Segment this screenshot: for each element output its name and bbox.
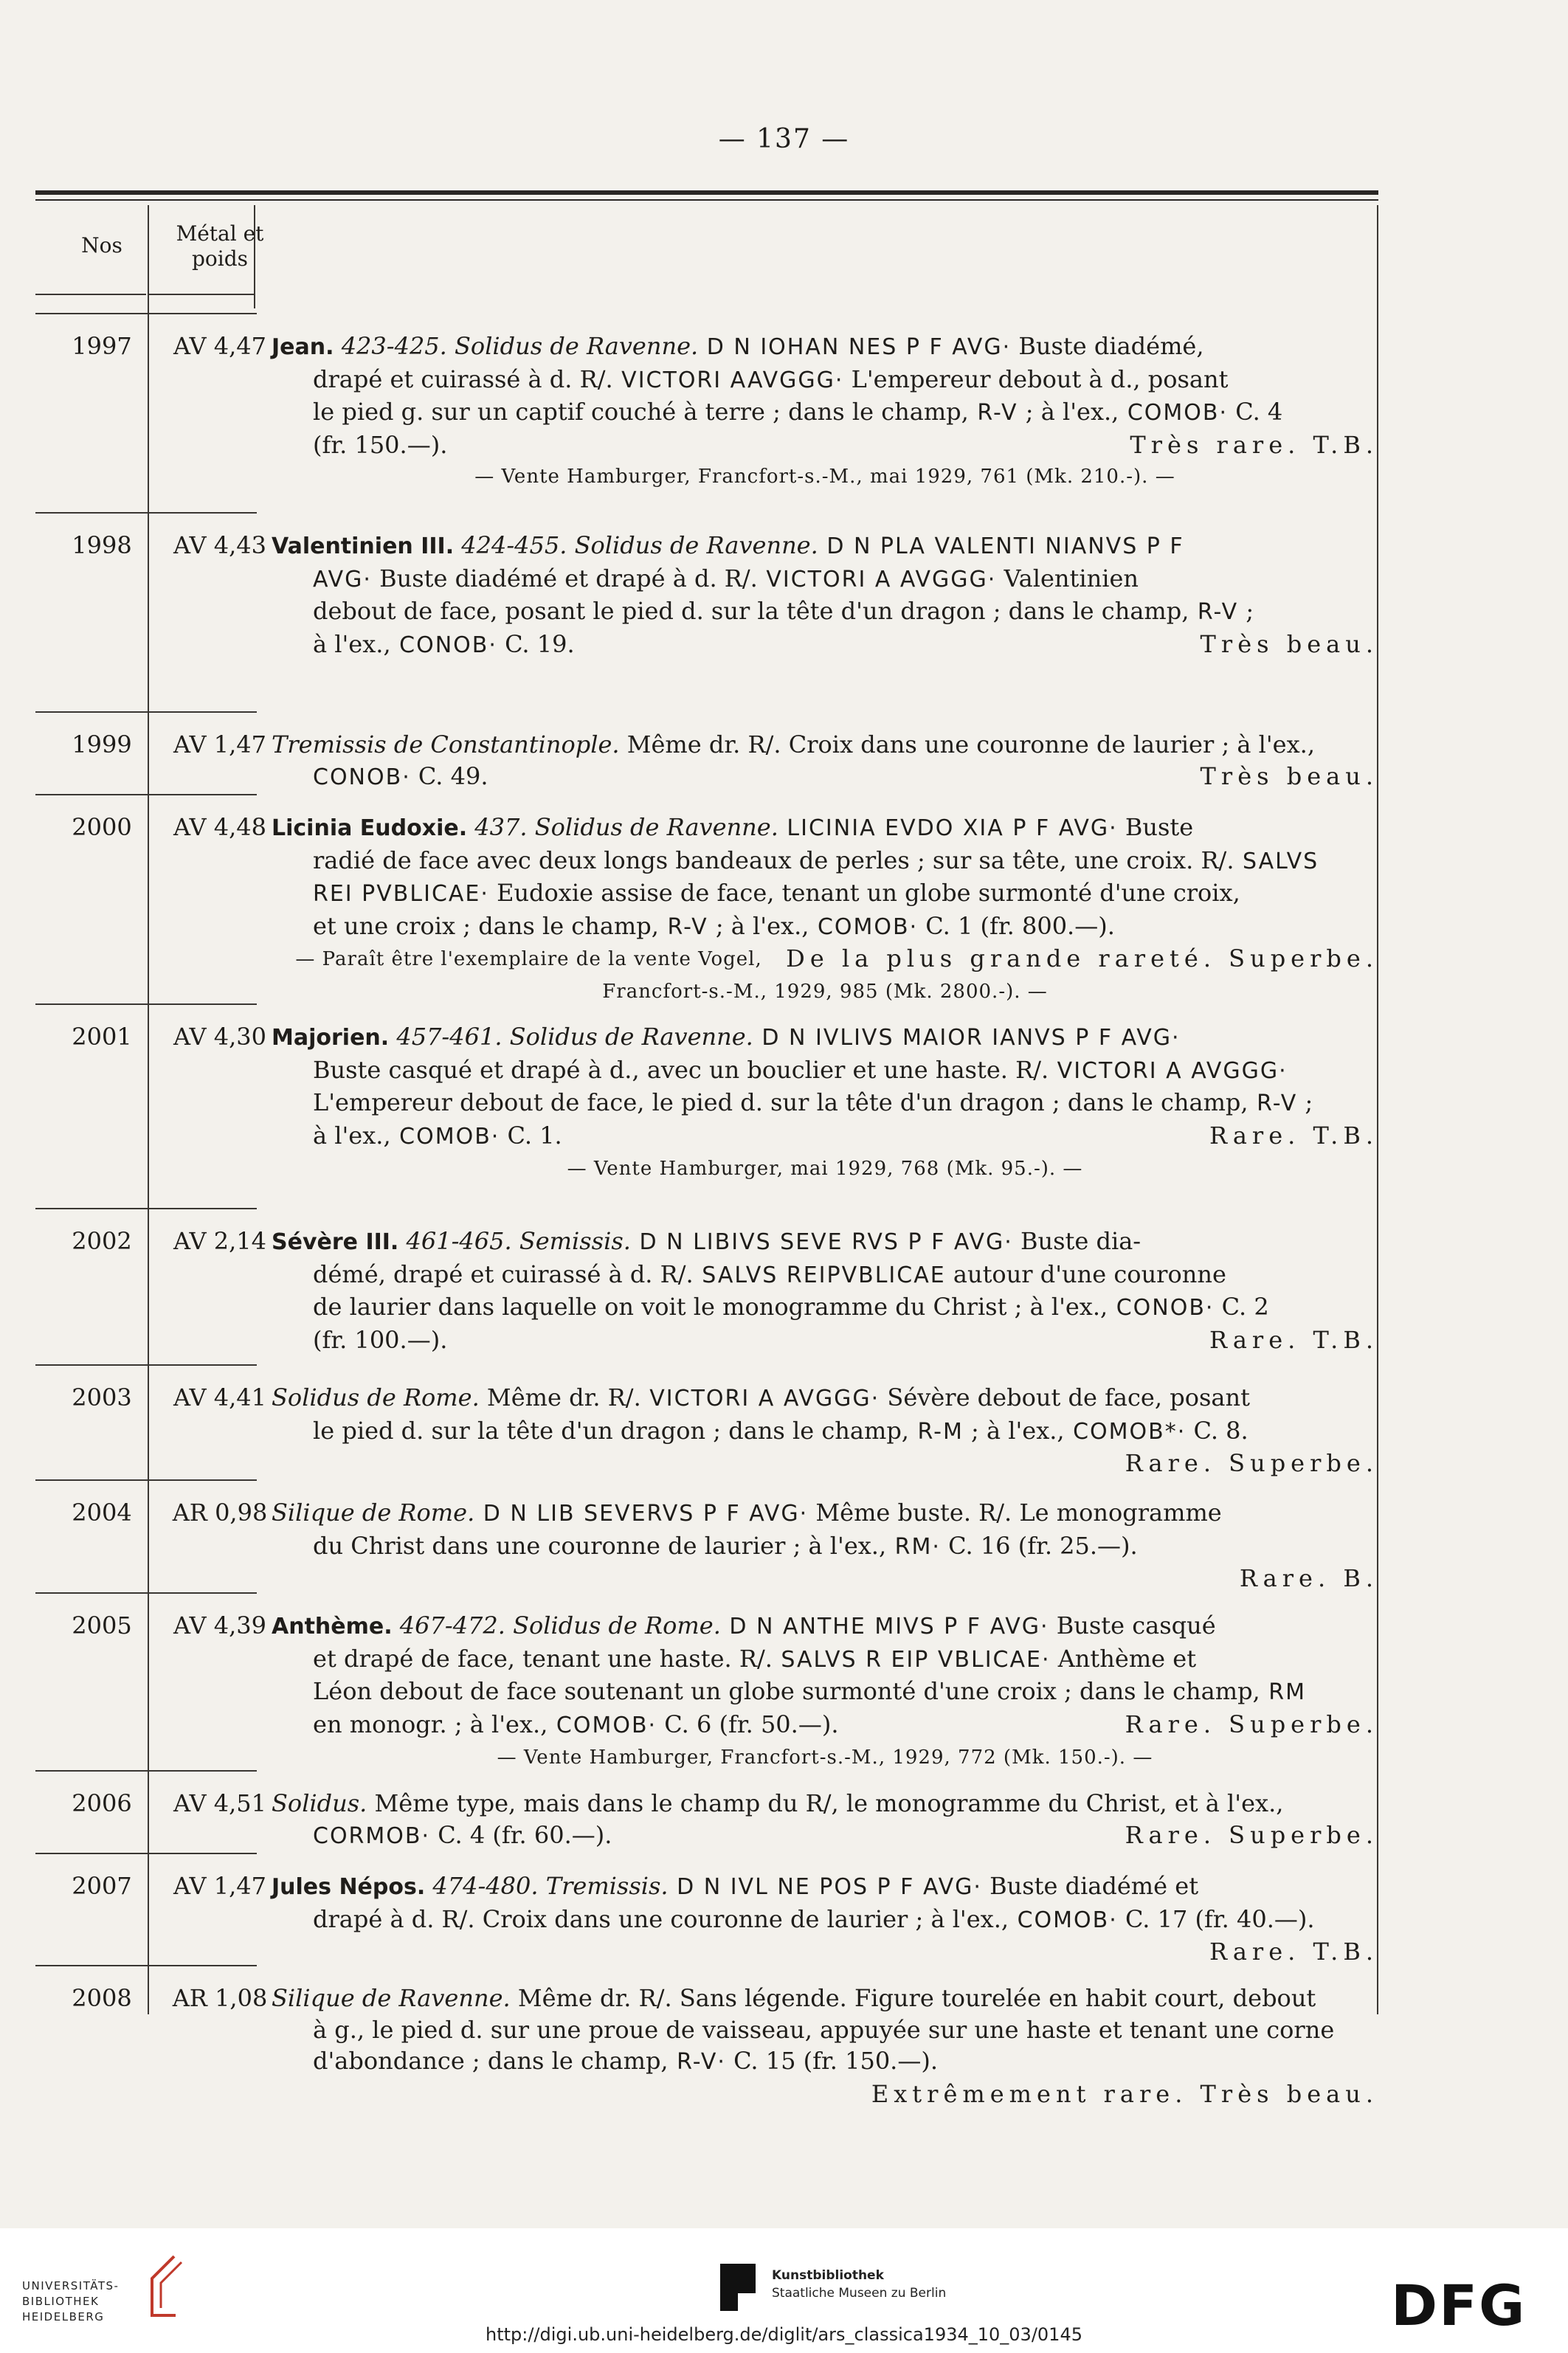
reign-dates: 437. xyxy=(467,813,528,841)
entry-number: 1999 xyxy=(72,730,132,759)
entry-description xyxy=(272,1382,1378,1479)
entry-separator xyxy=(35,1770,257,1772)
description-line xyxy=(272,1324,1378,1356)
ruler-name: Sévère III. xyxy=(272,1229,399,1255)
description-text: ; xyxy=(1297,1088,1313,1116)
ruler-name: Valentinien III. xyxy=(272,533,455,559)
entry-separator xyxy=(35,1479,257,1481)
description-text: L'empereur debout de face, le pied d. sur la tête d'un dragon ; dans le champ, xyxy=(313,1088,1248,1116)
coin-legend: VICTORI A AVGGG· xyxy=(757,566,997,592)
description-text: autour d'une couronne xyxy=(945,1260,1226,1288)
coin-legend: COMOB· xyxy=(548,1712,657,1738)
condition-rating: Très beau. xyxy=(1200,761,1378,790)
kb-line1: Kunstbibliothek xyxy=(772,2268,884,2283)
description-text: Buste diadémé et drapé à d. R/. xyxy=(371,564,758,592)
coin-legend: LICINIA EVDO XIA P F AVG· xyxy=(778,815,1118,841)
coin-legend: SALVS xyxy=(1234,848,1319,874)
condition-rating: Rare. T.B. xyxy=(1209,1121,1378,1150)
description-text: C. 1 (fr. 800.—). xyxy=(918,911,1115,940)
coin-legend: VICTORI AAVGGG· xyxy=(612,367,844,393)
description-text: Eudoxie assise de face, tenant un globe surmonté d'une croix, xyxy=(488,879,1240,907)
description-line xyxy=(272,1870,1378,1904)
coin-legend: VICTORI A AVGGG· xyxy=(640,1386,880,1412)
description-text: Anthème et xyxy=(1050,1644,1197,1673)
coin-legend: R-V xyxy=(968,400,1018,426)
coin-type: Solidus de Rome. xyxy=(272,1383,480,1412)
description-text: à l'ex., xyxy=(313,1121,391,1150)
description-text: Buste casqué et drapé à d., avec un bouclier et une haste. R/. xyxy=(313,1055,1049,1084)
description-line xyxy=(272,1610,1378,1643)
condition-rating: Rare. Superbe. xyxy=(1125,1820,1378,1849)
entry-description xyxy=(272,729,1378,793)
description-text: en monogr. ; à l'ex., xyxy=(313,1710,548,1738)
description-text: Sévère debout de face, posant xyxy=(880,1383,1250,1412)
description-line xyxy=(272,729,1378,761)
description-line xyxy=(272,1415,1378,1448)
coin-legend: RM xyxy=(1260,1679,1306,1705)
header-metal-line2: poids xyxy=(191,246,249,271)
kunstbibliothek-logo-icon xyxy=(713,2249,763,2314)
reign-dates: 457-461. xyxy=(389,1023,502,1051)
description-text: (fr. 150.—). xyxy=(313,430,448,459)
description-line xyxy=(272,1382,1378,1415)
description-text: Même dr. R/. Sans légende. Figure tourelée en habit court, debout xyxy=(510,1984,1316,2012)
condition-rating: Rare. T.B. xyxy=(1209,1938,1378,1966)
description-text: drapé et cuirassé à d. R/. xyxy=(313,364,613,393)
entry-description xyxy=(272,1610,1378,1774)
provenance-note: — Paraît être l'exemplaire de la vente Vogel, Francfort-s.-M., 1929, 985 (Mk. 2800.-). — xyxy=(295,948,1048,1003)
coin-legend: CONOB· xyxy=(1108,1295,1215,1321)
reign-dates: 423-425. xyxy=(334,332,447,360)
entry-separator xyxy=(35,711,257,713)
ruler-name: Licinia Eudoxie. xyxy=(272,815,468,841)
kunstbibliothek-text xyxy=(772,2267,946,2302)
description-text: Buste xyxy=(1117,813,1194,841)
uni-line3: HEIDELBERG xyxy=(22,2310,105,2323)
header-underline-metal xyxy=(149,294,254,295)
coin-legend: VICTORI A AVGGG· xyxy=(1049,1057,1288,1084)
description-text: Buste diadémé et xyxy=(981,1872,1199,1900)
entry-metal-weight: AV 2,14 xyxy=(173,1227,267,1255)
description-line xyxy=(272,1904,1378,1937)
condition-rating: Rare. Superbe. xyxy=(1125,1710,1378,1738)
description-text: C. 16 (fr. 25.—). xyxy=(940,1531,1138,1560)
condition-rating: Très rare. T.B. xyxy=(1130,430,1378,459)
coin-type: Semissis. xyxy=(511,1227,631,1255)
uni-logo-icon xyxy=(139,2249,190,2323)
header-underline-no xyxy=(35,294,146,295)
entry-description xyxy=(272,812,1378,1008)
entry-description xyxy=(272,331,1378,493)
condition-rating: Rare. B. xyxy=(1239,1564,1378,1592)
uni-line2: BIBLIOTHEK xyxy=(22,2295,100,2308)
entry-metal-weight: AV 1,47 xyxy=(173,1872,267,1900)
entry-number: 2005 xyxy=(72,1611,132,1640)
description-line xyxy=(272,1087,1378,1120)
description-line xyxy=(272,364,1378,397)
description-text: C. 1. xyxy=(500,1121,562,1150)
entry-separator xyxy=(35,313,257,314)
description-text: C. 15 (fr. 150.—). xyxy=(725,2047,938,2075)
entry-number: 2000 xyxy=(72,813,132,841)
coin-legend: COMOB*· xyxy=(1064,1418,1187,1445)
description-line xyxy=(272,595,1378,629)
description-line xyxy=(272,1820,1378,1853)
entry-description xyxy=(272,1497,1378,1594)
coin-legend: RM· xyxy=(886,1533,941,1560)
description-text: ; à l'ex., xyxy=(963,1416,1065,1445)
description-line xyxy=(272,1226,1378,1259)
description-line xyxy=(272,877,1378,911)
entry-description xyxy=(272,1021,1378,1185)
entry-description xyxy=(272,1983,1378,2110)
description-text: d'abondance ; dans le champ, xyxy=(313,2047,669,2075)
ruler-name: Majorien. xyxy=(272,1025,390,1051)
entry-number: 2004 xyxy=(72,1499,132,1527)
kb-line2: Staatliche Museen zu Berlin xyxy=(772,2286,947,2301)
coin-type: Solidus de Ravenne. xyxy=(527,813,778,841)
description-line xyxy=(272,1788,1378,1820)
coin-legend: R-V· xyxy=(668,2049,726,2075)
entry-separator xyxy=(35,1965,257,1966)
description-text: C. 4 (fr. 60.—). xyxy=(430,1820,612,1849)
description-text: et drapé de face, tenant une haste. R/. xyxy=(313,1644,773,1673)
reign-dates: 467-472. xyxy=(392,1611,505,1640)
reign-dates: 424-455. xyxy=(454,531,567,559)
entry-description xyxy=(272,1870,1378,1968)
description-line xyxy=(272,911,1378,944)
entry-description xyxy=(272,1788,1378,1852)
entry-metal-weight: AR 0,98 xyxy=(172,1499,268,1527)
top-rule xyxy=(35,190,1378,195)
description-line xyxy=(272,2045,1378,2079)
coin-legend: SALVS R EIP VBLICAE· xyxy=(772,1646,1051,1673)
coin-type: Solidus de Ravenne. xyxy=(446,332,699,360)
coin-legend: R-V xyxy=(1248,1091,1298,1116)
ruler-name: Jules Népos. xyxy=(272,1874,426,1900)
coin-legend: D N PLA VALENTI NIANVS P F xyxy=(818,533,1184,559)
description-text: Buste diadémé, xyxy=(1011,332,1204,360)
dfg-logo: DFG xyxy=(1391,2273,1527,2338)
description-text: ; à l'ex., xyxy=(708,911,809,940)
provenance-note: — Vente Hamburger, Francfort-s.-M., 1929, 772 (Mk. 150.-). — xyxy=(497,1746,1153,1769)
entry-separator xyxy=(35,1853,257,1854)
top-rule-thin xyxy=(35,199,1378,201)
coin-type: Solidus. xyxy=(272,1789,367,1817)
description-line xyxy=(272,396,1378,429)
description-line xyxy=(272,1120,1378,1153)
description-line xyxy=(272,331,1378,364)
description-text: C. 49. xyxy=(410,761,488,790)
entry-number: 1997 xyxy=(72,332,132,360)
entry-separator xyxy=(35,1592,257,1594)
description-text: de laurier dans laquelle on voit le monogramme du Christ ; à l'ex., xyxy=(313,1293,1108,1321)
provenance-note: — Vente Hamburger, mai 1929, 768 (Mk. 95.-). — xyxy=(567,1158,1083,1180)
condition-rating: De la plus grande rareté. Superbe. xyxy=(786,944,1378,972)
description-text: C. 8. xyxy=(1186,1416,1248,1445)
reign-dates: 461-465. xyxy=(398,1227,512,1255)
description-text: C. 17 (fr. 40.—). xyxy=(1117,1904,1315,1933)
source-url[interactable]: http://digi.ub.uni-heidelberg.de/diglit/ars_classica1934_10_03/0145 xyxy=(485,2324,1082,2345)
entry-number: 2008 xyxy=(72,1984,132,2012)
coin-legend: R-M xyxy=(908,1418,964,1445)
entry-metal-weight: AV 4,51 xyxy=(173,1789,267,1817)
reign-dates: 474-480. xyxy=(425,1872,539,1900)
coin-legend: D N LIBIVS SEVE RVS P F AVG· xyxy=(630,1229,1013,1255)
description-text: Même dr. R/. xyxy=(479,1383,641,1412)
provenance-note: — Vente Hamburger, Francfort-s.-M., mai 1929, 761 (Mk. 210.-). — xyxy=(474,466,1175,488)
coin-legend: R-V xyxy=(1189,599,1239,625)
description-text: L'empereur debout à d., posant xyxy=(843,364,1229,393)
entry-metal-weight: AV 4,48 xyxy=(173,813,267,841)
description-text: à l'ex., xyxy=(313,629,391,658)
entry-metal-weight: AV 4,43 xyxy=(173,531,267,559)
entry-separator xyxy=(35,1364,257,1366)
description-text: C. 19. xyxy=(497,629,575,658)
description-text: C. 6 (fr. 50.—). xyxy=(657,1710,839,1738)
description-text: (fr. 100.—). xyxy=(313,1325,448,1354)
description-text: démé, drapé et cuirassé à d. R/. xyxy=(313,1260,694,1288)
coin-type: Tremissis de Constantinople. xyxy=(272,730,620,759)
entry-separator xyxy=(35,1003,257,1005)
description-text: le pied g. sur un captif couché à terre ; dans le champ, xyxy=(313,398,969,426)
entry-number: 2001 xyxy=(72,1023,132,1051)
description-text: Buste casqué xyxy=(1049,1611,1216,1640)
description-text: ; à l'ex., xyxy=(1018,398,1119,426)
description-text: Buste dia- xyxy=(1012,1227,1142,1255)
description-line xyxy=(272,530,1378,563)
entry-metal-weight: AV 4,41 xyxy=(173,1383,267,1412)
description-line xyxy=(272,812,1378,845)
coin-legend: REI PVBLICAE· xyxy=(313,881,489,907)
coin-type: Solidus de Rome. xyxy=(505,1611,721,1640)
description-line xyxy=(272,1643,1378,1676)
description-line xyxy=(272,1709,1378,1742)
entry-description xyxy=(272,1226,1378,1355)
ruler-name: Anthème. xyxy=(272,1614,393,1640)
coin-type: Silique de Ravenne. xyxy=(272,1984,511,2012)
description-line xyxy=(272,761,1378,794)
condition-rating: Extrêmement rare. Très beau. xyxy=(871,2079,1378,2108)
description-line xyxy=(272,629,1378,662)
description-text: drapé à d. R/. Croix dans une couronne de laurier ; à l'ex., xyxy=(313,1904,1009,1933)
coin-type: Tremissis. xyxy=(538,1872,669,1900)
entry-metal-weight: AV 4,30 xyxy=(173,1023,267,1051)
description-text: C. 4 xyxy=(1228,398,1283,426)
description-text: radié de face avec deux longs bandeaux de perles ; sur sa tête, une croix. R/. xyxy=(313,846,1234,874)
coin-legend: D N ANTHE MIVS P F AVG· xyxy=(720,1614,1049,1640)
description-line xyxy=(272,1530,1378,1564)
header-no: Nos xyxy=(81,233,122,258)
description-text: Même buste. R/. Le monogramme xyxy=(808,1499,1222,1527)
description-text: ; xyxy=(1238,597,1254,625)
description-line xyxy=(272,845,1378,878)
ruler-name: Jean. xyxy=(272,334,334,360)
condition-rating: Très beau. xyxy=(1200,629,1378,658)
coin-legend: COMOB· xyxy=(1009,1907,1118,1933)
entry-number: 2002 xyxy=(72,1227,132,1255)
description-text: Même type, mais dans le champ du R/, le monogramme du Christ, et à l'ex., xyxy=(367,1789,1284,1817)
coin-legend: CONOB· xyxy=(390,632,497,658)
description-text: et une croix ; dans le champ, xyxy=(313,911,659,940)
footer-bar xyxy=(0,2228,1568,2353)
description-line xyxy=(272,429,1378,461)
description-text: Même dr. R/. Croix dans une couronne de laurier ; à l'ex., xyxy=(619,730,1315,759)
description-line xyxy=(272,1021,1378,1054)
description-text: à g., le pied d. sur une proue de vaisseau, appuyée sur une haste et tenant une corne xyxy=(313,2015,1335,2044)
description-text: Valentinien xyxy=(996,564,1139,592)
condition-rating: Rare. Superbe. xyxy=(1125,1449,1378,1477)
entry-metal-weight: AV 4,47 xyxy=(173,332,267,360)
description-line xyxy=(272,1259,1378,1292)
coin-legend: COMOB· xyxy=(1119,400,1229,426)
description-text: C. 2 xyxy=(1214,1293,1269,1321)
description-text: du Christ dans une couronne de laurier ; à l'ex., xyxy=(313,1531,887,1560)
entry-number: 2003 xyxy=(72,1383,132,1412)
description-line xyxy=(272,1676,1378,1709)
coin-legend: CORMOB· xyxy=(313,1822,431,1849)
coin-legend: R-V xyxy=(658,913,708,940)
entry-separator xyxy=(35,794,257,795)
coin-legend: COMOB· xyxy=(390,1123,500,1150)
description-line xyxy=(272,2014,1378,2046)
coin-legend: AVG· xyxy=(313,566,372,592)
coin-legend: D N IVLIVS MAIOR IANVS P F AVG· xyxy=(753,1025,1181,1051)
description-line xyxy=(272,563,1378,596)
coin-type: Solidus de Ravenne. xyxy=(502,1023,753,1051)
entry-number: 1998 xyxy=(72,531,132,559)
entry-description xyxy=(272,530,1378,661)
description-line xyxy=(272,1497,1378,1530)
coin-legend: D N IVL NE POS P F AVG· xyxy=(668,1874,982,1900)
coin-legend: SALVS REIPVBLICAE xyxy=(693,1262,946,1288)
condition-rating: Rare. T.B. xyxy=(1209,1325,1378,1354)
description-text: le pied d. sur la tête d'un dragon ; dans le champ, xyxy=(313,1416,909,1445)
entry-number: 2006 xyxy=(72,1789,132,1817)
entry-number: 2007 xyxy=(72,1872,132,1900)
coin-legend: COMOB· xyxy=(809,913,919,940)
coin-legend: D N LIB SEVERVS P F AVG· xyxy=(474,1501,809,1527)
description-text: debout de face, posant le pied d. sur la tête d'un dragon ; dans le champ, xyxy=(313,597,1189,625)
entry-metal-weight: AV 4,39 xyxy=(173,1611,267,1640)
coin-legend: CONOB· xyxy=(313,764,411,790)
page-number: — 137 — xyxy=(718,124,850,154)
entry-metal-weight: AR 1,08 xyxy=(172,1984,268,2012)
description-line xyxy=(272,1983,1378,2014)
coin-type: Solidus de Ravenne. xyxy=(567,531,818,559)
header-metal xyxy=(146,221,294,272)
description-text: Léon debout de face soutenant un globe surmonté d'une croix ; dans le champ, xyxy=(313,1677,1260,1705)
description-line xyxy=(272,1054,1378,1088)
entry-separator xyxy=(35,1208,257,1209)
entry-metal-weight: AV 1,47 xyxy=(173,730,267,759)
coin-type: Silique de Rome. xyxy=(272,1499,475,1527)
uni-line1: UNIVERSITÄTS- xyxy=(22,2279,120,2292)
description-line xyxy=(272,1291,1378,1324)
header-metal-line1: Métal et xyxy=(176,221,264,246)
entry-separator xyxy=(35,512,257,514)
coin-legend: D N IOHAN NES P F AVG· xyxy=(698,334,1012,360)
